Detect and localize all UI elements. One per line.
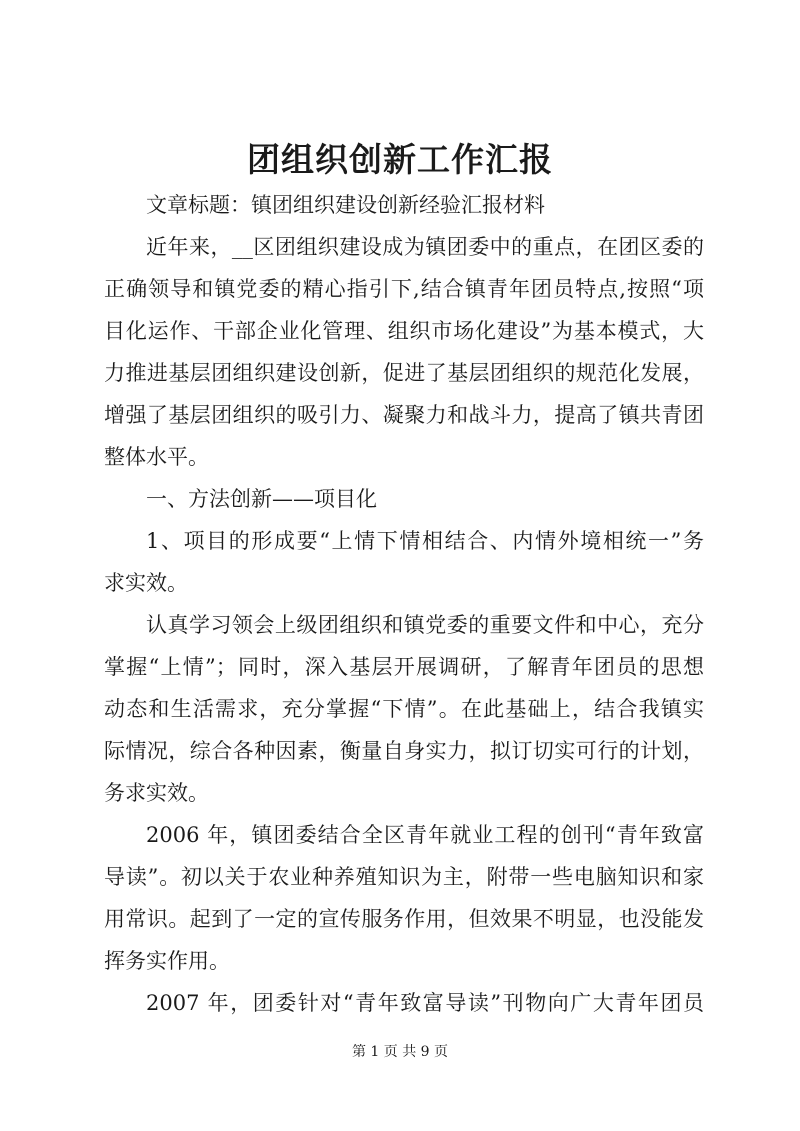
- paragraph-line: 2006 年，镇团委结合全区青年就业工程的创刊“青年致富: [146, 823, 704, 847]
- paragraph-line: 导读”。初以关于农业种养殖知识为主，附带一些电脑知识和家: [104, 865, 704, 889]
- paragraph-line: 增强了基层团组织的吸引力、凝聚力和战斗力，提高了镇共青团: [104, 403, 704, 427]
- paragraph-line: 目化运作、干部企业化管理、组织市场化建设”为基本模式，大: [104, 319, 704, 343]
- paragraph-line: 2007 年，团委针对“青年致富导读”刊物向广大青年团员: [146, 991, 704, 1015]
- article-subtitle-line: 文章标题：镇团组织建设创新经验汇报材料: [146, 193, 545, 217]
- paragraph-line: 动态和生活需求，充分掌握“下情”。在此基础上，结合我镇实: [104, 697, 704, 721]
- document-title: 团组织创新工作汇报: [247, 140, 553, 179]
- section-heading: 一、方法创新——项目化: [146, 487, 377, 511]
- paragraph-line: 近年来，__区团组织建设成为镇团委中的重点，在团区委的: [146, 235, 704, 259]
- paragraph-line: 用常识。起到了一定的宣传服务作用，但效果不明显，也没能发: [104, 907, 704, 931]
- page-number-footer: 第 1 页 共 9 页: [351, 1044, 449, 1060]
- paragraph-line: 际情况，综合各种因素，衡量自身实力，拟订切实可行的计划，: [104, 739, 704, 763]
- paragraph-line: 1、项目的形成要“上情下情相结合、内情外境相统一”务: [146, 529, 704, 553]
- paragraph-line: 认真学习领会上级团组织和镇党委的重要文件和中心，充分: [146, 613, 704, 637]
- paragraph-line: 挥务实作用。: [104, 949, 230, 973]
- paragraph-line: 力推进基层团组织建设创新，促进了基层团组织的规范化发展，: [104, 361, 704, 385]
- paragraph-line: 正确领导和镇党委的精心指引下,结合镇青年团员特点,按照“项: [104, 277, 704, 301]
- paragraph-line: 务求实效。: [104, 781, 209, 805]
- paragraph-line: 掌握“上情”；同时，深入基层开展调研，了解青年团员的思想: [104, 655, 704, 679]
- paragraph-line: 整体水平。: [104, 445, 209, 469]
- paragraph-line: 求实效。: [104, 571, 188, 595]
